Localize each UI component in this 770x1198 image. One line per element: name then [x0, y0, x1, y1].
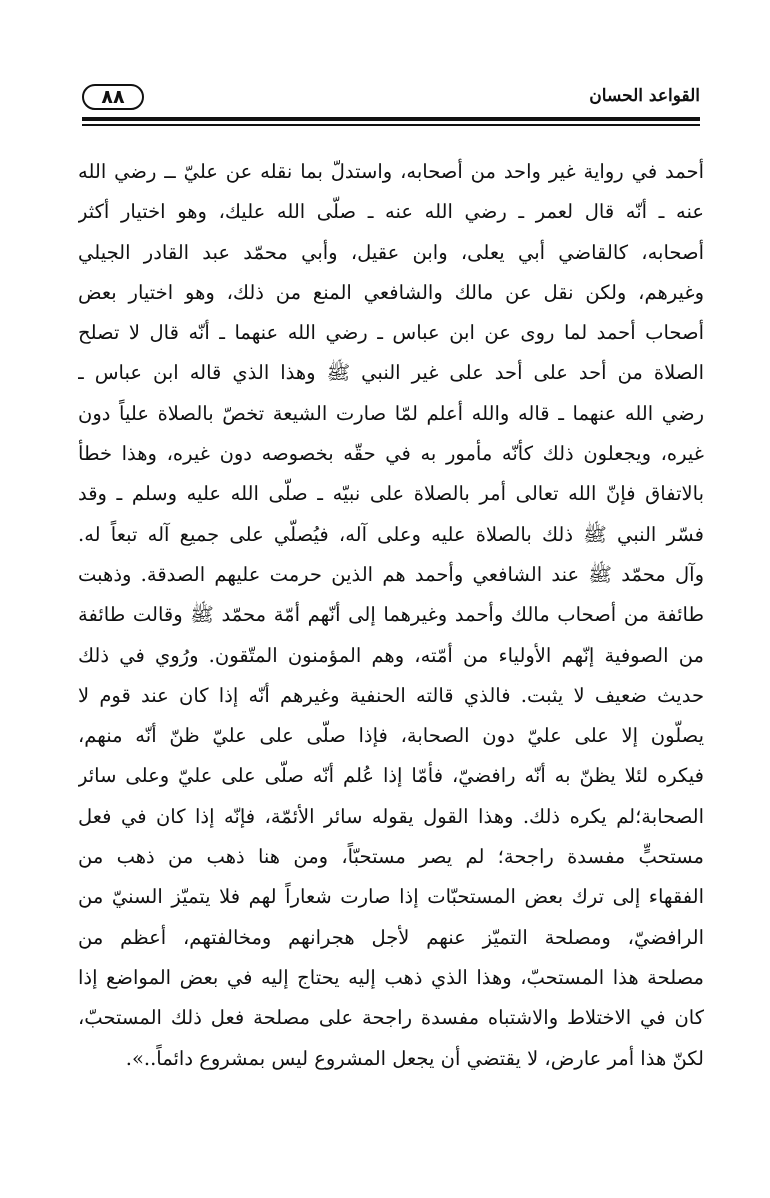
text-line: من الصوفية إنّهم الأولياء من أمّته، وهم المؤمنون المتّقون. ورُوي في ذلك: [78, 643, 704, 667]
text-line: الصحابة؛لم يكره ذلك. وهذا القول يقوله سائر الأئمّة، فإنّه إذا كان في فعل: [78, 804, 704, 828]
text-line: طائفة من أصحاب مالك وأحمد وغيرهما إلى أنّهم أمّة محمّد ﷺ وقالت طائفة: [78, 603, 704, 627]
text-line: كان في الاختلاط والاشتباه مفسدة راجحة على مصلحة فعل ذلك المستحبّ،: [78, 1006, 704, 1030]
text-line: حديث ضعيف لا يثبت. فالذي قالته الحنفية وغيرهم أنّه إذا كان عند قوم لا: [78, 683, 704, 707]
text-line: وغيرهم، ولكن نقل عن مالك والشافعي المنع من ذلك، وهو اختيار بعض: [78, 280, 704, 304]
text-line: مستحبٍّ مفسدة راجحة؛ لم يصر مستحبّاً، ومن هنا ذهب من ذهب من: [78, 845, 704, 869]
text-line: أصحابه، كالقاضي أبي يعلى، وابن عقيل، وأبي محمّد عبد القادر الجيلي: [78, 240, 704, 264]
text-line: غيره، ويجعلون ذلك كأنّه مأمور به في حقّه بخصوصه دون غيره، وهذا خطأ: [78, 442, 704, 466]
text-line: عنه ـ أنّه قال لعمر ـ رضي الله عنه ـ صلّى الله عليك، وهو اختيار أكثر: [78, 200, 704, 224]
header-rule-thin: [82, 124, 700, 126]
text-line: لكنّ هذا أمر عارض، لا يقتضي أن يجعل المشروع ليس بمشروع دائماً..».: [125, 1046, 704, 1070]
text-line: أحمد في رواية غير واحد من أصحابه، واستدلّ بما نقله عن عليّ ــ رضي الله: [78, 160, 704, 183]
page-header: [82, 78, 700, 114]
text-line: فسّر النبي ﷺ ذلك بالصلاة عليه وعلى آله، فيُصلّي على جميع آله تبعاً له.: [78, 522, 704, 546]
text-line: فيكره لئلا يظنّ به أنّه رافضيّ، فأمّا إذا عُلم أنّه صلّى على عليّ وعلى سائر: [78, 764, 704, 788]
text-line: وآل محمّد ﷺ عند الشافعي وأحمد هم الذين حرمت عليهم الصدقة. وذهبت: [78, 562, 704, 586]
text-line: الفقهاء إلى ترك بعض المستحبّات إذا صارت شعاراً لهم فلا يتميّز السنيّ من: [78, 885, 704, 909]
text-line: بالاتفاق فإنّ الله تعالى أمر بالصلاة على نبيّه ـ صلّى الله عليه وسلم ـ وقد: [78, 482, 704, 506]
running-title: القواعد الحسان: [589, 86, 700, 106]
text-line: مصلحة هذا المستحبّ، وهذا الذي ذهب إليه يحتاج إليه في بعض المواضع إذا: [78, 965, 704, 989]
text-line: أصحاب أحمد لما روى عن ابن عباس ـ رضي الله عنهما ـ أنّه قال لا تصلح: [78, 321, 704, 345]
header-rule-thick: [82, 117, 700, 121]
page-number: ٨٨: [101, 85, 125, 108]
text-line: الرافضيّ، ومصلحة التميّز عنهم لأجل هجرانهم ومخالفتهم، أعظم من: [78, 925, 704, 949]
body-text: [78, 152, 704, 1079]
text-line: الصلاة من أحد على أحد على غير النبي ﷺ وهذا الذي قاله ابن عباس ـ: [78, 361, 704, 385]
text-line: رضي الله عنهما ـ قاله والله أعلم لمّا صارت الشيعة تخصّ بالصلاة علياً دون: [78, 401, 704, 425]
text-line: يصلّون إلا على عليّ دون الصحابة، فإذا صلّى على عليّ ظنّ أنّه منهم،: [78, 724, 704, 748]
page-number-badge: [82, 84, 144, 110]
